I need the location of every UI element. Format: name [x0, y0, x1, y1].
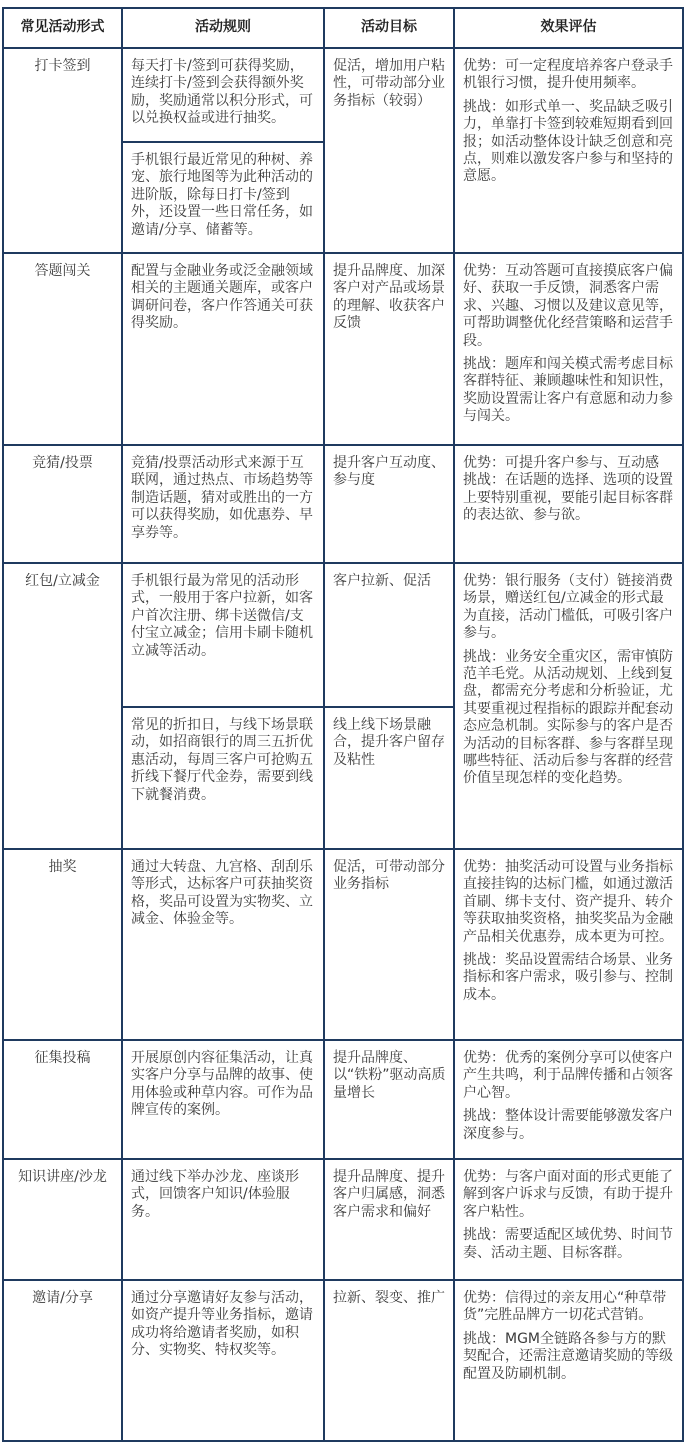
table-row [3, 1040, 683, 1159]
effect-cell [454, 445, 683, 563]
challenge-text: 挑战：MGM全链路各参与方的默契配合，还需注意邀请奖励的等级配置及防刷机制。 [463, 1330, 673, 1382]
header-effect: 效果评估 [454, 8, 683, 48]
form-cell: 答题闯关 [3, 253, 122, 445]
form-cell: 邀请/分享 [3, 1280, 122, 1441]
challenge-text: 挑战：业务安全重灾区，需审慎防范羊毛党。从活动规划、上线到复盘，都需充分考虑和分析验证，尤其要重视过程指标的跟踪并配套动态应急机制。实际参与的客户是否为活动的目标客群、参与客群呈现哪些特征、活动后参与客群的经营价值呈现怎样的变化趋势。 [463, 648, 673, 787]
effect-cell [454, 1280, 683, 1441]
advantage-text: 优势：信得过的亲友用心“种草带货”完胜品牌方一切花式营销。 [463, 1290, 667, 1324]
table-row [3, 563, 683, 707]
form-cell: 红包/立减金 [3, 563, 122, 849]
rules-cell: 常见的折扣日，与线下场景联动，如招商银行的周三五折优惠活动，每周三客户可抢购五折线下餐厅代金券，需要到线下就餐消费。 [122, 707, 324, 849]
table-header-row [3, 8, 683, 48]
challenge-text: 挑战：在话题的选择、选项的设置上要特别重视，要能引起目标客群的表达欲、参与欲。 [463, 472, 673, 524]
form-cell: 征集投稿 [3, 1040, 122, 1159]
rules-cell: 每天打卡/签到可获得奖励，连续打卡/签到会获得额外奖励，奖励通常以积分形式，可以兑换权益或进行抽奖。 [122, 48, 324, 142]
rules-cell: 通过大转盘、九宫格、刮刮乐等形式，达标客户可获抽奖资格，奖品可设置为实物奖、立减金、体验金等。 [122, 849, 324, 1040]
advantage-text: 优势：优秀的案例分享可以使客户产生共鸣，利于品牌传播和占领客户心智。 [463, 1050, 673, 1101]
table-row [3, 849, 683, 1040]
rules-cell: 手机银行最为常见的活动形式，一般用于客户拉新，如客户首次注册、绑卡送微信/支付宝立减金；信用卡刷卡随机立减等活动。 [122, 563, 324, 707]
goals-cell: 促活，增加用户粘性，可带动部分业务指标（较弱） [324, 48, 454, 253]
goals-cell: 提升品牌度、以“铁粉”驱动高质量增长 [324, 1040, 454, 1159]
effect-cell [454, 1159, 683, 1280]
goals-cell: 提升品牌度、加深客户对产品或场景的理解、收获客户反馈 [324, 253, 454, 445]
goals-cell: 线上线下场景融合，提升客户留存及粘性 [324, 707, 454, 849]
form-cell: 打卡签到 [3, 48, 122, 253]
challenge-text: 挑战：需要适配区域优势、时间节奏、活动主题、目标客群。 [463, 1227, 673, 1261]
activity-forms-table [2, 7, 684, 1442]
advantage-text: 优势：可提升客户参与、互动感 [463, 455, 659, 471]
table-row [3, 253, 683, 445]
rules-cell: 竞猜/投票活动形式来源于互联网，通过热点、市场趋势等制造话题，猜对或胜出的一方可以获得奖励，如优惠券、早享券等。 [122, 445, 324, 563]
rules-cell: 手机银行最近常见的种树、养宠、旅行地图等为此种活动的进阶版，除每日打卡/签到外，还设置一些日常任务，如邀请/分享、储蓄等。 [122, 142, 324, 253]
table-row [3, 1159, 683, 1280]
goals-cell: 提升客户互动度、参与度 [324, 445, 454, 563]
challenge-text: 挑战：题库和闯关模式需考虑目标客群特征、兼顾趣味性和知识性，奖励设置需让客户有意愿和动力参与闯关。 [463, 356, 673, 425]
form-cell: 竞猜/投票 [3, 445, 122, 563]
rules-cell: 配置与金融业务或泛金融领域相关的主题通关题库，或客户调研问卷，客户作答通关可获得奖励。 [122, 253, 324, 445]
effect-cell [454, 849, 683, 1040]
effect-cell [454, 563, 683, 849]
goals-cell: 客户拉新、促活 [324, 563, 454, 707]
header-rules: 活动规则 [122, 8, 324, 48]
goals-cell: 拉新、裂变、推广 [324, 1280, 454, 1441]
effect-cell [454, 253, 683, 445]
advantage-text: 优势：与客户面对面的形式更能了解到客户诉求与反馈，有助于提升客户粘性。 [463, 1169, 673, 1220]
advantage-text: 优势：互动答题可直接摸底客户偏好、获取一手反馈，洞悉客户需求、兴趣、习惯以及建议意见等，可帮助调整优化经营策略和运营手段。 [463, 263, 673, 349]
form-cell: 知识讲座/沙龙 [3, 1159, 122, 1280]
challenge-text: 挑战：奖品设置需结合场景、业务指标和客户需求，吸引参与、控制成本。 [463, 952, 673, 1003]
advantage-text: 优势：银行服务（支付）链接消费场景，赠送红包/立减金的形式最为直接，活动门槛低，可吸引客户参与。 [463, 573, 673, 642]
header-goals: 活动目标 [324, 8, 454, 48]
rules-cell: 开展原创内容征集活动，让真实客户分享与品牌的故事、使用体验或种草内容。可作为品牌宣传的案例。 [122, 1040, 324, 1159]
goals-cell: 促活，可带动部分业务指标 [324, 849, 454, 1040]
header-form: 常见活动形式 [3, 8, 122, 48]
table-row [3, 1280, 683, 1441]
challenge-text: 挑战：整体设计需要能够激发客户深度参与。 [463, 1108, 673, 1142]
rules-cell: 通过分享邀请好友参与活动，如资产提升等业务指标，邀请成功将给邀请者奖励，如积分、实物奖、特权奖等。 [122, 1280, 324, 1441]
advantage-text: 优势：可一定程度培养客户登录手机银行习惯，提升使用频率。 [463, 58, 673, 92]
challenge-text: 挑战：如形式单一、奖品缺乏吸引力，单靠打卡签到较难短期看到回报；如活动整体设计缺乏创意和亮点，则难以激发客户参与和坚持的意愿。 [463, 98, 673, 185]
effect-cell [454, 1040, 683, 1159]
goals-cell: 提升品牌度、提升客户归属感，洞悉客户需求和偏好 [324, 1159, 454, 1280]
effect-cell [454, 48, 683, 253]
table-row [3, 445, 683, 563]
form-cell: 抽奖 [3, 849, 122, 1040]
table-row [3, 48, 683, 142]
rules-cell: 通过线下举办沙龙、座谈形式，回馈客户知识/体验服务。 [122, 1159, 324, 1280]
advantage-text: 优势：抽奖活动可设置与业务指标直接挂钩的达标门槛，如通过激活首刷、绑卡支付、资产提升、转介等获取抽奖资格，抽奖奖品为金融产品相关优惠券，成本更为可控。 [463, 859, 673, 945]
